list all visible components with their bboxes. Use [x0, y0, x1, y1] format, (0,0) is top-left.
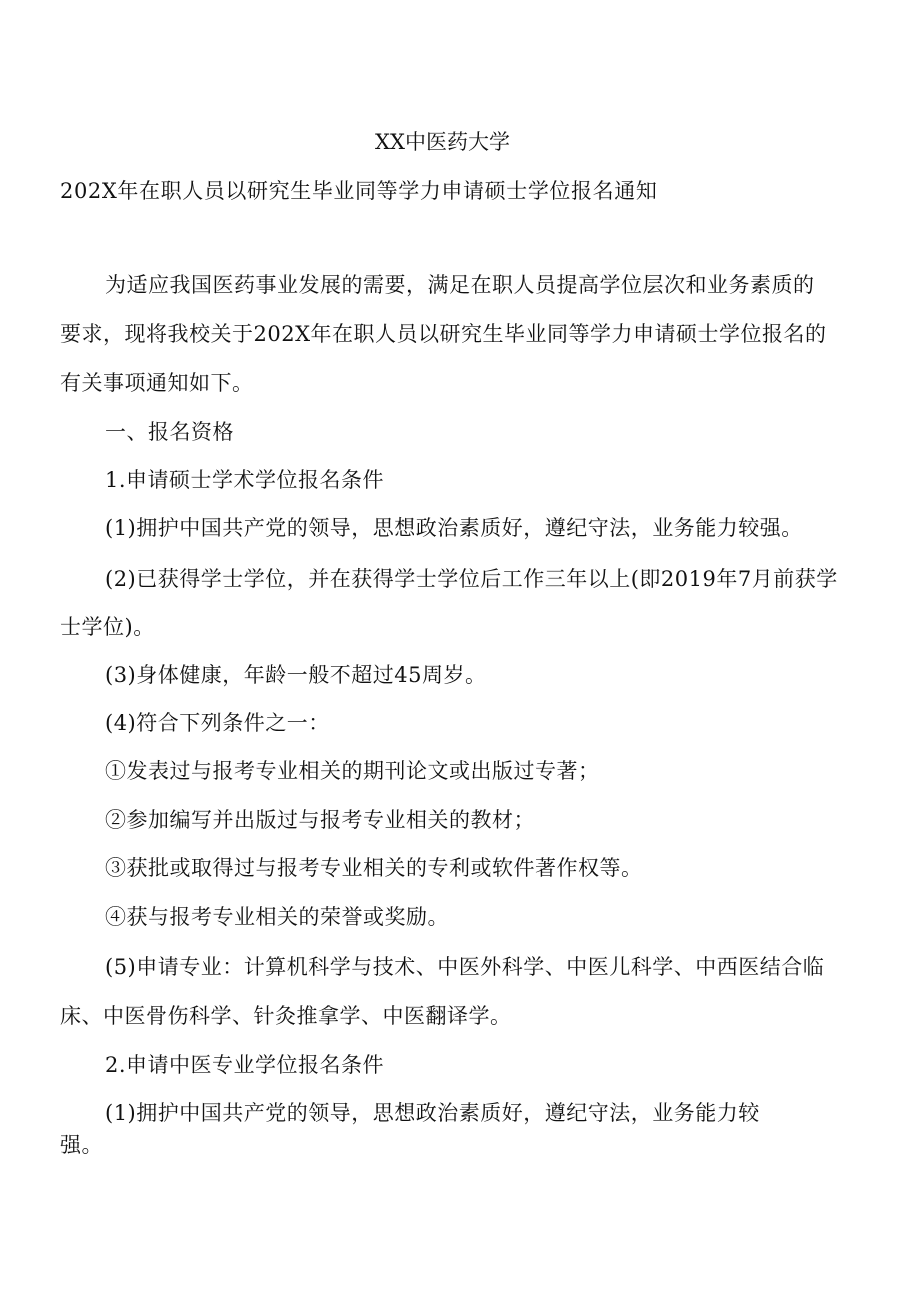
intro-line-2: 要求，现将我校关于202X年在职人员以研究生毕业同等学力申请硕士学位报名的 [60, 322, 827, 346]
section-heading: 一、报名资格 [105, 420, 234, 444]
condition-subitem: ②参加编写并出版过与报考专业相关的教材； [105, 808, 535, 832]
condition-item: (2)已获得学士学位，并在获得学士学位后工作三年以上(即2019年7月前获学 [105, 567, 838, 591]
university-name: XX中医药大学 [375, 130, 510, 154]
condition-item: (5)申请专业：计算机科学与技术、中医外科学、中医儿科学、中西医结合临 [105, 955, 825, 979]
intro-line-1: 为适应我国医药事业发展的需要，满足在职人员提高学位层次和业务素质的 [105, 273, 815, 297]
condition-item: (4)符合下列条件之一： [105, 711, 330, 735]
condition-subitem: ③获批或取得过与报考专业相关的专利或软件著作权等。 [105, 856, 643, 880]
subsection-heading-1: 1.申请硕士学术学位报名条件 [105, 468, 385, 492]
notice-title: 202X年在职人员以研究生毕业同等学力申请硕士学位报名通知 [60, 179, 658, 203]
condition-subitem: ①发表过与报考专业相关的期刊论文或出版过专著； [105, 759, 600, 783]
condition-subitem: ④获与报考专业相关的荣誉或奖励。 [105, 905, 449, 929]
subsection-heading-2: 2.申请中医专业学位报名条件 [105, 1053, 385, 1077]
intro-line-3: 有关事项通知如下。 [60, 371, 254, 395]
condition-item: (3)身体健康，年龄一般不超过45周岁。 [105, 663, 487, 687]
condition-item-continued: 士学位)。 [60, 615, 155, 639]
condition-item-continued: 强。 [60, 1133, 103, 1157]
condition-item: (1)拥护中国共产党的领导，思想政治素质好，遵纪守法，业务能力较强。 [105, 516, 803, 540]
condition-item-continued: 床、中医骨伤科学、针灸推拿学、中医翻译学。 [60, 1004, 512, 1028]
condition-item: (1)拥护中国共产党的领导，思想政治素质好，遵纪守法，业务能力较 [105, 1101, 760, 1125]
